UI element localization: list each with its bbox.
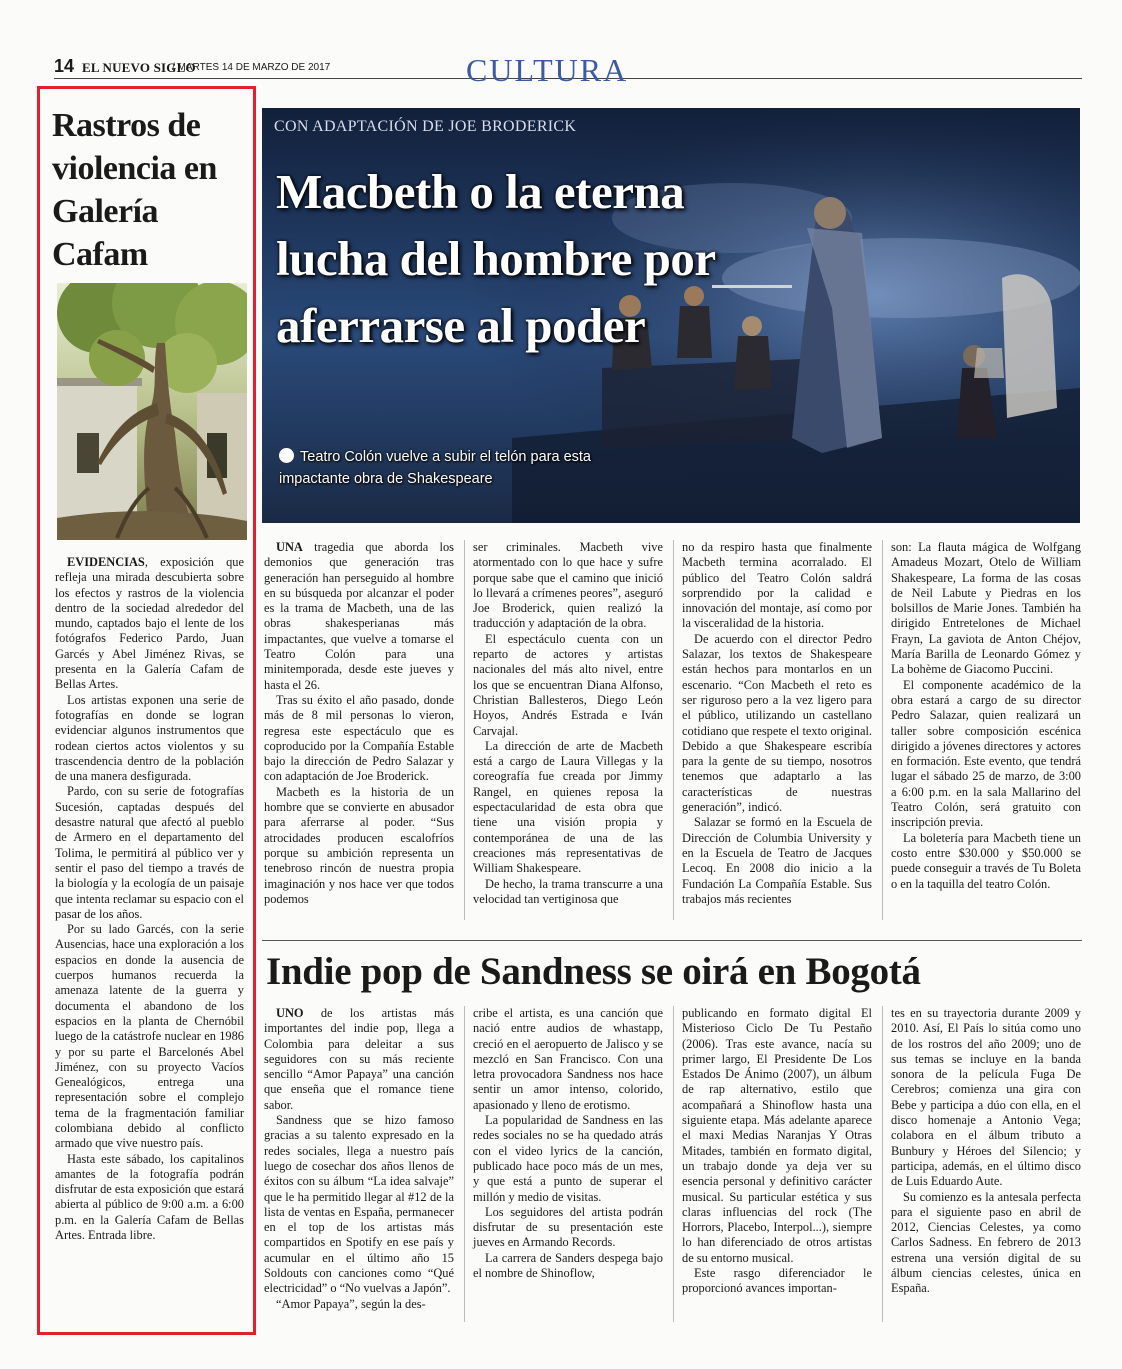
paragraph: [264, 1113, 454, 1297]
paragraph: [682, 632, 872, 816]
paragraph-text: cribe el artista, es una canción que nació entre audios de whastapp, creció en el aeropuerto de Jalisco y se mezcló en San Francisco. Con una letra provocadora Sandness nos hace sentir un amor intenso, colorido, apasionado y lleno de erotismo.: [473, 1006, 663, 1112]
sidebar-title: Rastros de violencia en Galería Cafam: [52, 107, 217, 273]
paragraph: [891, 678, 1081, 831]
sidebar-article-text: [55, 555, 244, 1243]
paragraph-text: De hecho, la trama transcurre a una velocidad tan vertiginosa que: [473, 876, 663, 906]
lead-word: UNA: [276, 540, 303, 554]
sandness-column-2: [473, 1006, 663, 1281]
issue-date: / MARTES 14 DE MARZO DE 2017: [172, 62, 331, 73]
paragraph-text: “Amor Papaya”, según la des-: [276, 1296, 426, 1311]
paragraph-text: Macbeth es la historia de un hombre que se convierte en abusador para aferrarse al poder. “Sus atrocidades producen escalofríos porque su ambición representa un tenebroso rincón de nuestra propia imaginación y nos hace ver que todos podemos: [264, 784, 454, 906]
paragraph: [55, 784, 244, 922]
macbeth-column-1: [264, 540, 454, 907]
paragraph-text: de los artistas más importantes del indie pop, llega a Colombia para deleitar a sus seguidores con su más reciente sencillo “Amor Papaya” una canción que enseña que el romance tiene sabor.: [264, 1006, 454, 1112]
paragraph: [682, 1266, 872, 1297]
column-divider: [673, 1006, 674, 1322]
paragraph: [55, 1152, 244, 1244]
paragraph: [55, 693, 244, 785]
newspaper-name: EL NUEVO SIGLO: [82, 60, 196, 75]
paragraph: [891, 540, 1081, 678]
paragraph-text: Los artistas exponen una serie de fotografías en donde se logran evidenciar algunos instrumentos que rodean ciertos actos violentos y su trascendencia dentro de la población de una manera desfigurada.: [55, 692, 244, 784]
paragraph-text: Hasta este sábado, los capitalinos amantes de la fotografía podrán disfrutar de esta exposición que estará abierta al público de 9:00 a.m. a 6:00 p.m. en la Galería Cafam de Bellas Artes. Entrada libre.: [55, 1151, 244, 1243]
paragraph-text: ser criminales. Macbeth vive atormentado con lo que hace y sufre porque sabe que el camino que inició lo llevará a crímenes peores”, aseguró Joe Broderick, quien realizó la traducción y adaptación de la obra.: [473, 540, 663, 631]
paragraph-text: son: La flauta mágica de Wolfgang Amadeus Mozart, Otelo de William Shakespeare, La forma de las cosas de Neil Labute y Piedras en los bolsillos de Marie Jones. También ha dirigido Entretelones de Michael Frayn, La gaviota de Anton Chéjov, María Barilla de Leonardo Gómez y La bohème de Giacomo Puccini.: [891, 540, 1081, 677]
sidebar-photo-tree: [57, 283, 247, 540]
paragraph-text: publicando en formato digital El Misterioso Ciclo De Tu Pestaño (2006). Tras este avance, nacía su primer largo, El Presidente De Los Estados De Ánimo (2007), un álbum de rap alternativo, estilo que acompañará a Shinoflow hasta una siguiente etapa. Más adelante aparece el maxi Medias Naranjas Y Otras Mitades, también en formato digital, un trabajo donde ya deja ver su esencia personal y definitivo carácter musical. Su particular estética y sus claras influencias del rock (The Horrors, Placebo, Interpol...), siempre lo han diferenciado de otros artistas de su entorno musical.: [682, 1006, 872, 1265]
paragraph-text: Su comienzo es la antesala perfecta para el siguiente paso en abril de 2012, Ciencias Celestes, ya como Carlos Sadness. En febrero de 2013 estrena una versión digital de su álbum ciencias celestes, única en España.: [891, 1189, 1081, 1296]
lead-word: UNO: [276, 1006, 304, 1020]
macbeth-column-2: [473, 540, 663, 907]
macbeth-headline: Macbeth o la eterna lucha del hombre por aferrarse al poder: [276, 164, 715, 353]
paragraph: [473, 1251, 663, 1282]
paragraph-text: , exposición que refleja una mirada descubierta sobre los efectos y rastros de la violencia dentro de la sociedad alrededor del mundo, captados bajo el lente de los fotógrafos Federico Pardo, Juan Garcés y Abel Jiménez Rivas, se presenta en la Galería Cafam de Bellas Artes.: [55, 555, 244, 692]
bullet-circle-icon: [279, 448, 294, 463]
paragraph-text: La popularidad de Sandness en las redes sociales no se ha quedado atrás con el video lyrics de la canción, publicado hace poco más de un mes, y que está a punto de superar el millón y medio de visitas.: [473, 1113, 663, 1204]
paragraph: [473, 632, 663, 739]
column-divider: [464, 540, 465, 920]
paragraph: [682, 815, 872, 907]
photo-caption: [279, 446, 659, 490]
paragraph: [891, 1190, 1081, 1297]
paragraph: [473, 540, 663, 632]
paragraph: [264, 693, 454, 785]
sandness-headline: Indie pop de Sandness se oirá en Bogotá: [266, 950, 921, 993]
paragraph-text: La boletería para Macbeth tiene un costo entre $30.000 y $50.000 se puede conseguir a través de Tu Boleta o en la taquilla del teatro Colón.: [891, 830, 1081, 891]
sandness-column-1: [264, 1006, 454, 1312]
paragraph-text: La dirección de arte de Macbeth está a cargo de Laura Villegas y la coreografía fue creada por Jimmy Rangel, en quienes reposa la espectacularidad de esta obra que tiene una visión propia y contemporánea de una de las creaciones más representativas de William Shakespeare.: [473, 738, 663, 876]
paragraph-text: Pardo, con su serie de fotografías Sucesión, captadas después del desastre natural que afectó al pueblo de Armero en el departamento del Tolima, le permitirá al público ver y sentir el paso del tiempo a través de la biología y la ecología de un paisaje que intenta reclamar su espacio con el pasar de los años.: [55, 784, 244, 921]
paragraph: [891, 1006, 1081, 1190]
column-divider: [882, 1006, 883, 1322]
paragraph-text: Sandness que se hizo famoso gracias a su talento expresado en la redes sociales, llega a nuestro país luego de cosechar dos años llenos de éxitos con su álbum “La idea salvaje” que le ha permitido llegar al #12 de la lista de ventas en España, permanecer en el top de los artistas más compartidos en Spotify en ese país y acumular en el último año 15 Soldouts con canciones como “Qué electricidad” o “No vuelvas a Japón”.: [264, 1113, 454, 1296]
paragraph: [473, 739, 663, 877]
paragraph: [891, 831, 1081, 892]
paragraph-text: El componente académico de la obra estará a cargo de su director Pedro Salazar, quien realizará un taller sobre composición escénica dirigido a jóvenes directores y actores en formación. Este evento, que tendrá lugar el sábado 25 de marzo, de 3:00 a 6:00 p.m. en la sala Mallarino del Teatro Colón, será gratuito con inscripción previa.: [891, 677, 1081, 830]
paragraph: [264, 785, 454, 907]
paragraph: [473, 1113, 663, 1205]
paragraph-text: Salazar se formó en la Escuela de Dirección de Columbia University y en la Escuela de Teatro de Jacques Lecoq. En 2008 dio inicio a la Fundación La Compañía Estable. Sus trabajos más recientes: [682, 815, 872, 906]
paragraph-text: De acuerdo con el director Pedro Salazar, los textos de Shakespeare están hechos para montarlos en un escenario. “Con Macbeth el reto es ser riguroso pero a la vez ligero para el público, utilizando un castellano cotidiano que respete el texto original. Debido a que Shakespeare escribía para la gente de su tiempo, nosotros tenemos que adaptarlo a las características de nuestras generación”, indicó.: [682, 631, 872, 815]
paragraph: [682, 540, 872, 632]
paragraph: [473, 1006, 663, 1113]
macbeth-column-3: [682, 540, 872, 907]
paragraph: [55, 555, 244, 693]
paragraph-text: La carrera de Sanders despega bajo el nombre de Shinoflow,: [473, 1250, 663, 1281]
column-divider: [673, 540, 674, 920]
paragraph: [264, 1297, 454, 1312]
paragraph: [473, 1205, 663, 1251]
column-divider: [882, 540, 883, 920]
paragraph-text: Tras su éxito el año pasado, donde más de 8 mil personas lo vieron, regresa este espectáculo que es coproducido por la Compañía Estable bajo la dirección de Pedro Salazar y con adaptación de Joe Broderick.: [264, 692, 454, 784]
paragraph: [264, 1006, 454, 1113]
paragraph-text: Por su lado Garcés, con la serie Ausencias, hace una exploración a los espacios en donde la ausencia de cuerpos humanos recuerda la amenaza latente de la guerra y documenta el abandono de los espacios en la planta de Chernóbil luego de la catástrofe nuclear en 1986 y por su parte el Barcelonés Abel Jiménez, con su proyecto Vacíos Genealógicos, entrega una representación sobre el complejo tema de la fragmentación familiar colombiana debido al conflicto armado que vive nuestro país.: [55, 922, 244, 1151]
paragraph-text: Los seguidores del artista podrán disfrutar de su presentación este jueves en Armando Records.: [473, 1204, 663, 1250]
macbeth-kicker: CON ADAPTACIÓN DE JOE BRODERICK: [274, 118, 577, 135]
section-name: CULTURA: [466, 52, 629, 88]
page-number: 14: [54, 56, 75, 76]
paragraph-text: tragedia que aborda los demonios que generación tras generación han perseguido al hombre en su búsqueda por alcanzar el poder es la trama de Macbeth, una de las obras shakesperianas más impactantes, que vuelve a tomarse el Teatro Colón para una minitemporada, desde este jueves y hasta el 26.: [264, 540, 454, 692]
paragraph-text: tes en su trayectoria durante 2009 y 2010. Así, El País lo sitúa como uno de los rostros del año 2009; uno de sus temas se incluye en la banda sonora de la película Fuga De Cerebros; comienza una gira con Bebe y participa a dúo con ella, en el disco homenaje a Antonio Vega; colabora en el álbum tributo a Bunbury y Héroes del Silencio; y participa, además, en el último disco de Luis Eduardo Aute.: [891, 1006, 1081, 1189]
paragraph-text: no da respiro hasta que finalmente Macbeth termina acorralado. El público del Teatro Colón saldrá sorprendido por la calidad e innovación del montaje, así como por la visceralidad de la historia.: [682, 540, 872, 631]
macbeth-column-4: [891, 540, 1081, 892]
paragraph: [264, 540, 454, 693]
article-separator: [262, 940, 1082, 941]
paragraph-text: Este rasgo diferenciador le proporcionó avances importan-: [682, 1266, 872, 1296]
photo-caption-text: Teatro Colón vuelve a subir el telón para esta impactante obra de Shakespeare: [279, 449, 591, 487]
lead-word: EVIDENCIAS: [67, 555, 145, 569]
column-divider: [464, 1006, 465, 1322]
sandness-column-3: [682, 1006, 872, 1297]
paragraph: [473, 877, 663, 908]
paragraph: [682, 1006, 872, 1266]
paragraph: [55, 922, 244, 1151]
sandness-column-4: [891, 1006, 1081, 1297]
paragraph-text: El espectáculo cuenta con un reparto de actores y artistas nacionales del más alto nivel, entre los que se encuentran Diana Alfonso, Christian Ballesteros, Diego León Hoyos, Andrés Estrada e Iván Carvajal.: [473, 631, 663, 738]
